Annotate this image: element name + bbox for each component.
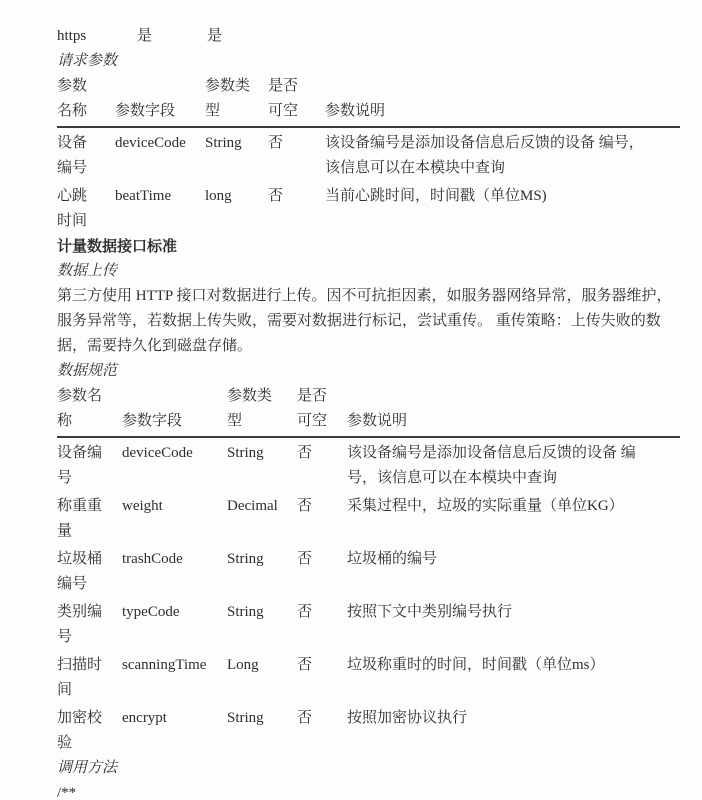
data-upload-heading: 数据上传 (57, 263, 118, 279)
cell-param-type: String (227, 710, 264, 726)
cell-description: 该设备编号是添加设备信息后反馈的设备 编号，该信息可以在本模块中查询 (325, 135, 644, 176)
cell-param-type: String (227, 445, 264, 461)
cell-param-type: String (227, 604, 264, 620)
cell-description: 采集过程中，垃圾的实际重量（单位KG） (347, 498, 624, 514)
table-row (57, 491, 680, 544)
cell-nullable: 否 (297, 710, 313, 726)
cell-param-name: 设备编号 (57, 445, 103, 486)
table-body (57, 438, 680, 756)
cell-param-name: 设备编号 (57, 135, 88, 176)
cell-param-field: encrypt (122, 710, 167, 726)
header-cell-param-field: 参数字段 (115, 103, 176, 119)
header-cell-param-field: 参数字段 (122, 413, 183, 429)
table-row (57, 181, 680, 234)
table-header-row (57, 74, 680, 128)
cell-description: 垃圾桶的编号 (347, 551, 438, 567)
protocol-value: https (57, 28, 87, 44)
cell-param-name: 垃圾桶编号 (57, 551, 103, 592)
cell-nullable: 否 (297, 604, 313, 620)
header-cell-param-type: 参数类型 (205, 78, 251, 119)
cell-param-name: 扫描时间 (57, 657, 103, 698)
cell-nullable: 否 (268, 188, 284, 204)
cell-param-type: Long (227, 657, 259, 673)
fragment-yes-1: 是 (137, 28, 153, 44)
cell-param-field: trashCode (122, 551, 183, 567)
cell-param-name: 加密校验 (57, 710, 103, 751)
data-spec-table (57, 384, 680, 756)
cell-description: 按照下文中类别编号执行 (347, 604, 513, 620)
cell-nullable: 否 (297, 498, 313, 514)
header-cell-param-name: 参数名称 (57, 78, 88, 119)
table-fragment-row (57, 24, 680, 49)
cell-nullable: 否 (268, 135, 284, 151)
cell-description: 该设备编号是添加设备信息后反馈的设备 编号，该信息可以在本模块中查询 (347, 445, 636, 486)
header-cell-description: 参数说明 (347, 413, 408, 429)
table-row (57, 128, 680, 181)
cell-nullable: 否 (297, 445, 313, 461)
cell-param-type: long (205, 188, 232, 204)
cell-description: 垃圾称重时的时间，时间戳（单位ms） (347, 657, 605, 673)
cell-param-type: String (205, 135, 242, 151)
cell-description: 按照加密协议执行 (347, 710, 468, 726)
cell-param-field: typeCode (122, 604, 180, 620)
cell-param-field: weight (122, 498, 163, 514)
cell-param-field: scanningTime (122, 657, 207, 673)
header-cell-param-type: 参数类型 (227, 388, 273, 429)
cell-param-field: beatTime (115, 188, 172, 204)
header-cell-nullable: 是否可空 (297, 388, 328, 429)
table-body (57, 128, 680, 234)
table-row (57, 650, 680, 703)
data-spec-heading: 数据规范 (57, 363, 118, 379)
header-cell-nullable: 是否可空 (268, 78, 299, 119)
table-row (57, 438, 680, 491)
header-cell-param-name: 参数名称 (57, 388, 103, 429)
cell-param-name: 心跳时间 (57, 188, 88, 229)
table-header-row (57, 384, 680, 438)
cell-nullable: 否 (297, 551, 313, 567)
code-comment-start: /** (57, 785, 77, 800)
cell-param-type: Decimal (227, 498, 278, 514)
fragment-yes-2: 是 (207, 28, 223, 44)
cell-nullable: 否 (297, 657, 313, 673)
metering-standard-heading: 计量数据接口标准 (57, 238, 178, 255)
invoke-method-heading: 调用方法 (57, 760, 118, 776)
cell-param-type: String (227, 551, 264, 567)
cell-param-name: 称重重量 (57, 498, 103, 539)
table-row (57, 703, 680, 756)
cell-description: 当前心跳时间，时间戳（单位MS) (325, 188, 547, 204)
request-params-table (57, 74, 680, 234)
table-row (57, 597, 680, 650)
request-params-heading: 请求参数 (57, 53, 118, 69)
data-upload-paragraph: 第三方使用 HTTP 接口对数据进行上传。因不可抗拒因素，如服务器网络异常，服务器维护，服务异常等，若数据上传失败，需要对数据进行标记，尝试重传。 重传策略：上传失败的数据，需要持久化到磁盘存储。 (57, 288, 672, 354)
cell-param-name: 类别编号 (57, 604, 103, 645)
header-cell-description: 参数说明 (325, 103, 386, 119)
cell-param-field: deviceCode (115, 135, 186, 151)
table-row (57, 544, 680, 597)
cell-param-field: deviceCode (122, 445, 193, 461)
